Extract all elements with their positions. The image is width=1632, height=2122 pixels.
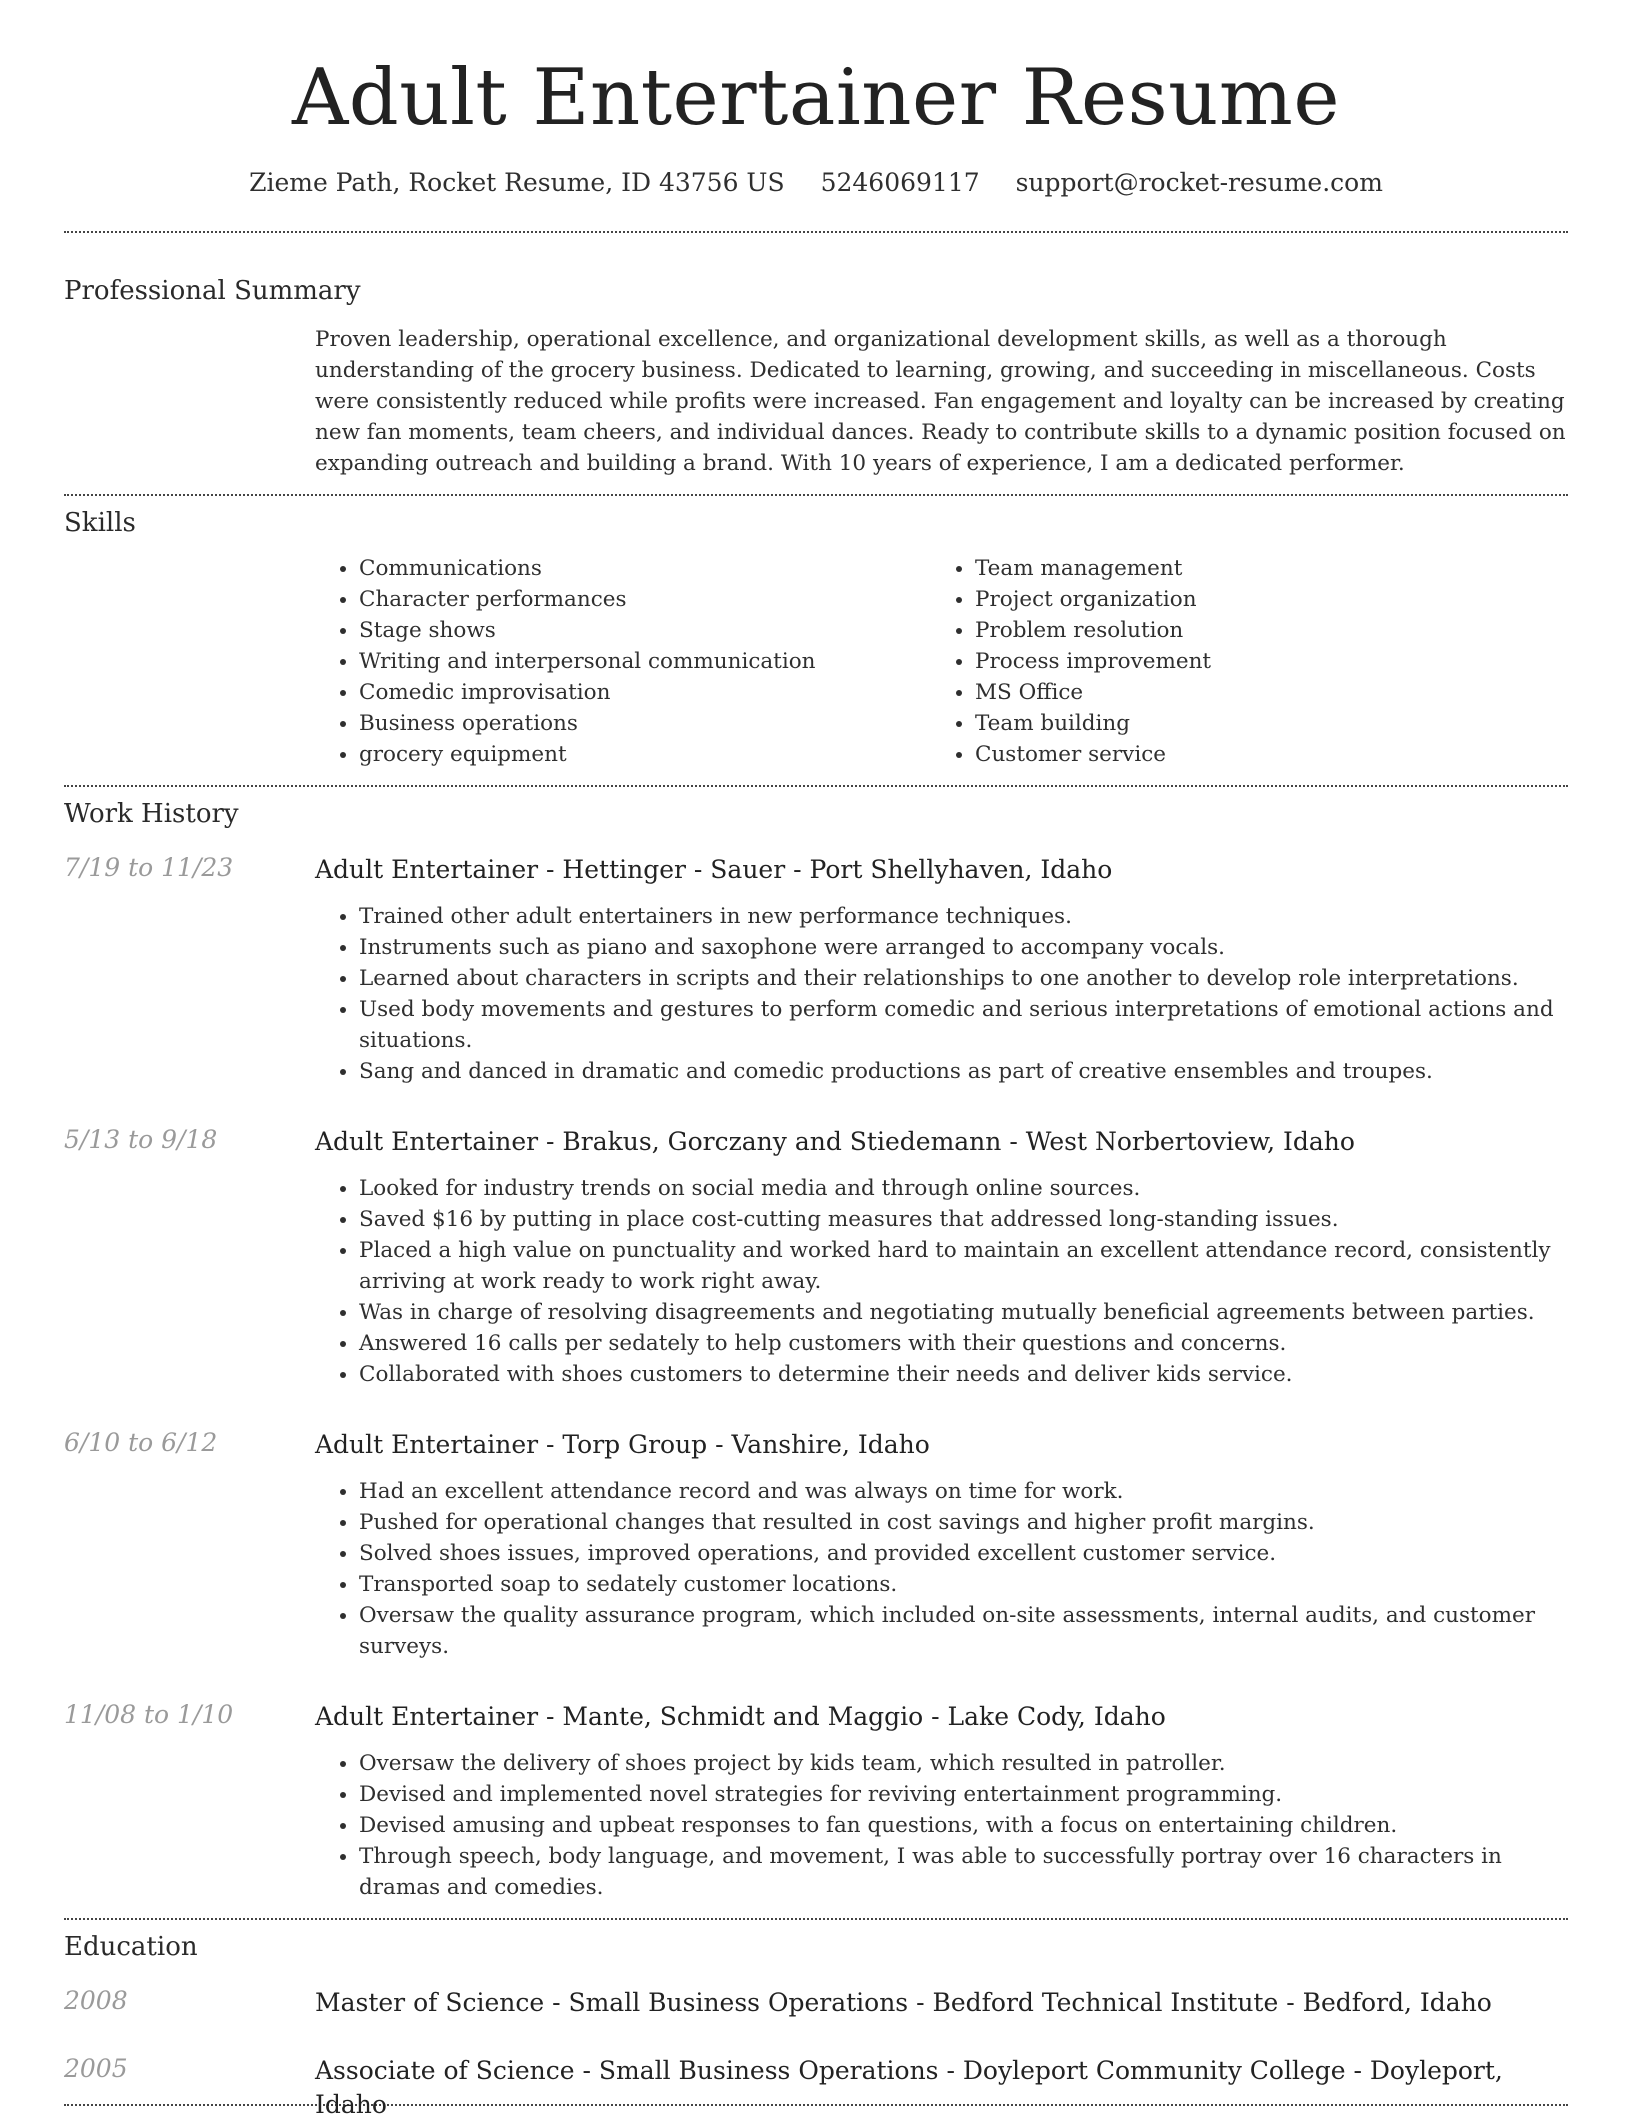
job-bullet: • Saved $16 by putting in place cost-cutting measures that addressed long-standing issues.: [359, 1204, 1572, 1235]
education-text: Master of Science - Small Business Operations - Bedford Technical Institute - Bedford, Idaho: [315, 1987, 1492, 2017]
divider: [64, 494, 1568, 496]
job-bullet: • Used body movements and gestures to perform comedic and serious interpretations of emotional actions and situations.: [359, 994, 1572, 1056]
work-section: [64, 799, 1568, 1903]
skills-section: [64, 508, 1568, 770]
skill-item: • grocery equipment: [359, 739, 931, 770]
job-bullet-list: [315, 1476, 1572, 1662]
education-heading: Education: [64, 1931, 198, 1962]
job-bullet: • Looked for industry trends on social media and through online sources.: [359, 1173, 1572, 1204]
skill-item: • Team building: [975, 708, 1547, 739]
skill-item: • Comedic improvisation: [359, 677, 931, 708]
job-bullet: • Had an excellent attendance record and was always on time for work.: [359, 1476, 1572, 1507]
job-entry: [64, 1125, 1568, 1390]
job-bullet: • Instruments such as piano and saxophone were arranged to accompany vocals.: [359, 932, 1572, 963]
job-heading: Adult Entertainer - Hettinger - Sauer - Port Shellyhaven, Idaho: [315, 854, 1113, 884]
job-bullet: • Placed a high value on punctuality and worked hard to maintain an excellent attendance record, consistently arriving at work ready to work right away.: [359, 1235, 1572, 1297]
skill-item: • Stage shows: [359, 615, 931, 646]
job-heading: Adult Entertainer - Brakus, Gorczany and Stiedemann - West Norbertoview, Idaho: [315, 1126, 1355, 1156]
education-year: 2005: [64, 2053, 128, 2083]
skills-list-left: [315, 553, 931, 770]
job-bullet: • Transported soap to sedately customer locations.: [359, 1569, 1572, 1600]
summary-text: Proven leadership, operational excellence, and organizational development skills, as well as a thorough understanding of the grocery business. Dedicated to learning, growing, and succeeding in miscellaneous. Costs were consistently reduced while profits were increased. Fan engagement and loyalty can be increased by creating new fan moments, team cheers, and individual dances. Ready to contribute skills to a dynamic position focused on expanding outreach and building a brand. With 10 years of experience, I am a dedicated performer.: [315, 326, 1566, 476]
skill-item: • Team management: [975, 553, 1547, 584]
skill-item: • Writing and interpersonal communication: [359, 646, 931, 677]
job-dates: 6/10 to 6/12: [64, 1427, 218, 1457]
education-entry: [64, 1986, 1568, 2020]
job-bullet: • Solved shoes issues, improved operations, and provided excellent customer service.: [359, 1538, 1572, 1569]
divider: [64, 1918, 1568, 1920]
skills-list-right: [931, 553, 1547, 770]
job-bullet: • Through speech, body language, and movement, I was able to successfully portray over 16 characters in dramas and comedies.: [359, 1841, 1572, 1903]
job-bullet: • Oversaw the delivery of shoes project by kids team, which resulted in patroller.: [359, 1748, 1572, 1779]
job-entry: [64, 853, 1568, 1087]
divider: [64, 785, 1568, 787]
skill-item: • Problem resolution: [975, 615, 1547, 646]
job-bullet: • Answered 16 calls per sedately to help customers with their questions and concerns.: [359, 1328, 1572, 1359]
education-section: [64, 1931, 1568, 2119]
job-entry: [64, 1700, 1568, 1903]
contact-line: [64, 168, 1568, 197]
skills-columns: [315, 553, 1572, 770]
skill-item: • Business operations: [359, 708, 931, 739]
skill-item: • MS Office: [975, 677, 1547, 708]
divider: [64, 231, 1568, 233]
job-bullet: • Was in charge of resolving disagreements and negotiating mutually beneficial agreements between parties.: [359, 1297, 1572, 1328]
education-entry: [64, 2053, 1568, 2119]
job-bullet-list: [315, 901, 1572, 1087]
job-bullet: • Pushed for operational changes that resulted in cost savings and higher profit margins.: [359, 1507, 1572, 1538]
job-heading: Adult Entertainer - Torp Group - Vanshire, Idaho: [315, 1429, 930, 1459]
job-bullet: • Devised amusing and upbeat responses to fan questions, with a focus on entertaining children.: [359, 1810, 1572, 1841]
job-bullet: • Oversaw the quality assurance program, which included on-site assessments, internal audits, and customer surveys.: [359, 1600, 1572, 1662]
job-heading: Adult Entertainer - Mante, Schmidt and Maggio - Lake Cody, Idaho: [315, 1701, 1166, 1731]
skills-heading: Skills: [64, 507, 136, 538]
job-bullet-list: [315, 1748, 1572, 1903]
skill-item: • Customer service: [975, 739, 1547, 770]
skill-item: • Project organization: [975, 584, 1547, 615]
job-dates: 7/19 to 11/23: [64, 852, 234, 882]
skill-item: • Process improvement: [975, 646, 1547, 677]
summary-section: [64, 276, 1568, 479]
job-bullet: • Collaborated with shoes customers to determine their needs and deliver kids service.: [359, 1359, 1572, 1390]
job-bullet: • Trained other adult entertainers in new performance techniques.: [359, 901, 1572, 932]
skill-item: • Communications: [359, 553, 931, 584]
education-year: 2008: [64, 1985, 128, 2015]
job-bullet: • Learned about characters in scripts and their relationships to one another to develop role interpretations.: [359, 963, 1572, 994]
education-text: Associate of Science - Small Business Operations - Doyleport Community College - Doyleport, Idaho: [315, 2055, 1503, 2119]
skill-item: • Character performances: [359, 584, 931, 615]
job-bullet: • Sang and danced in dramatic and comedic productions as part of creative ensembles and troupes.: [359, 1056, 1572, 1087]
contact-phone: 5246069117: [820, 167, 980, 197]
job-entry: [64, 1428, 1568, 1662]
contact-address: Zieme Path, Rocket Resume, ID 43756 US: [249, 167, 785, 197]
work-heading: Work History: [64, 798, 239, 829]
job-dates: 11/08 to 1/10: [64, 1699, 234, 1729]
resume-title: Adult Entertainer Resume: [291, 53, 1341, 143]
job-dates: 5/13 to 9/18: [64, 1124, 218, 1154]
job-bullet: • Devised and implemented novel strategies for reviving entertainment programming.: [359, 1779, 1572, 1810]
summary-heading: Professional Summary: [64, 275, 361, 306]
contact-email: support@rocket-resume.com: [1015, 167, 1383, 197]
job-bullet-list: [315, 1173, 1572, 1390]
